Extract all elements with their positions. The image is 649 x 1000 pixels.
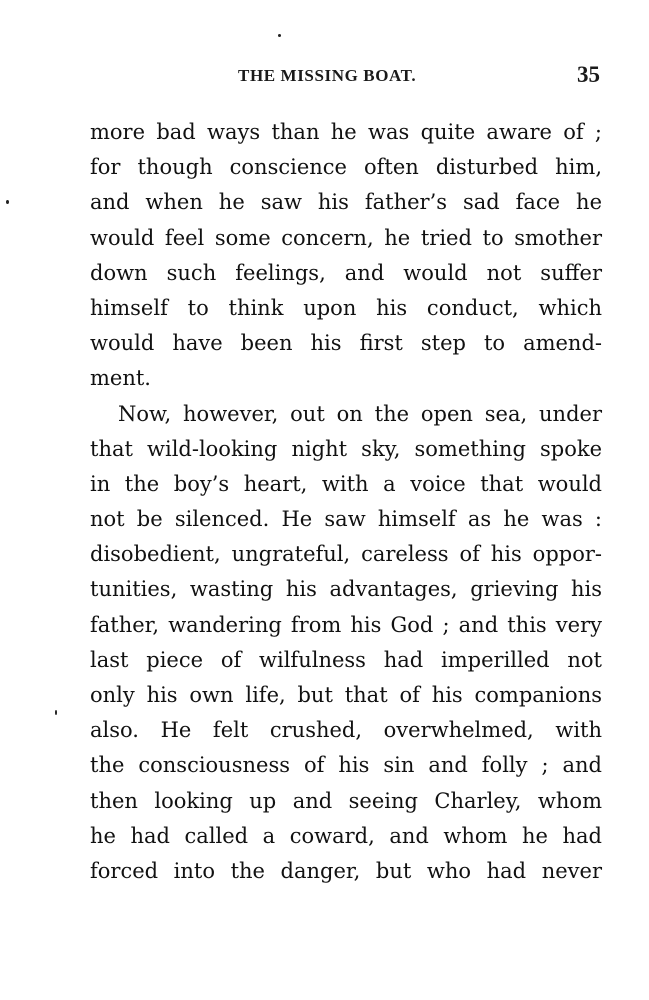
paragraph-2 [90,397,602,890]
text-line: down such feelings, and would not suffer [90,260,602,285]
paragraph-1 [90,115,602,397]
text-line: father, wandering from his God ; and this very [90,612,602,637]
text-line: not be silenced. He saw himself as he was : [90,507,602,532]
text-line: only his own life, but that of his companions [90,683,602,707]
text-line: for though conscience often disturbed him, [90,155,602,180]
text-line: last piece of wilfulness had imperilled not [90,647,602,672]
text-line: forced into the danger, but who had never [90,858,602,883]
text-line: the consciousness of his sin and folly ; and [90,753,602,778]
text-line: tunities, wasting his advantages, grieving his [90,577,602,602]
print-speck [278,34,281,37]
body-text [90,115,602,889]
text-line: disobedient, ungrateful, careless of his oppor- [90,542,602,567]
text-line: that wild-looking night sky, something spoke [90,436,602,461]
text-line: then looking up and seeing Charley, whom [90,788,602,813]
text-line: would have been his first step to amend- [90,331,602,356]
print-speck [6,200,9,204]
text-line: also. He felt crushed, overwhelmed, with [90,718,602,743]
text-line: and when he saw his father’s sad face he [90,190,602,215]
page-number: 35 [577,62,600,87]
print-speck [55,710,57,715]
text-line: more bad ways than he was quite aware of ; [90,120,602,144]
running-head [90,62,602,90]
text-line: he had called a coward, and whom he had [90,823,602,848]
text-line: ment. [90,366,151,391]
text-line: himself to think upon his conduct, which [90,295,602,320]
running-title: THE MISSING BOAT. [238,66,417,85]
text-line: in the boy’s heart, with a voice that would [90,471,602,496]
text-line: Now, however, out on the open sea, under [118,401,602,426]
text-line: would feel some concern, he tried to smother [90,225,602,250]
